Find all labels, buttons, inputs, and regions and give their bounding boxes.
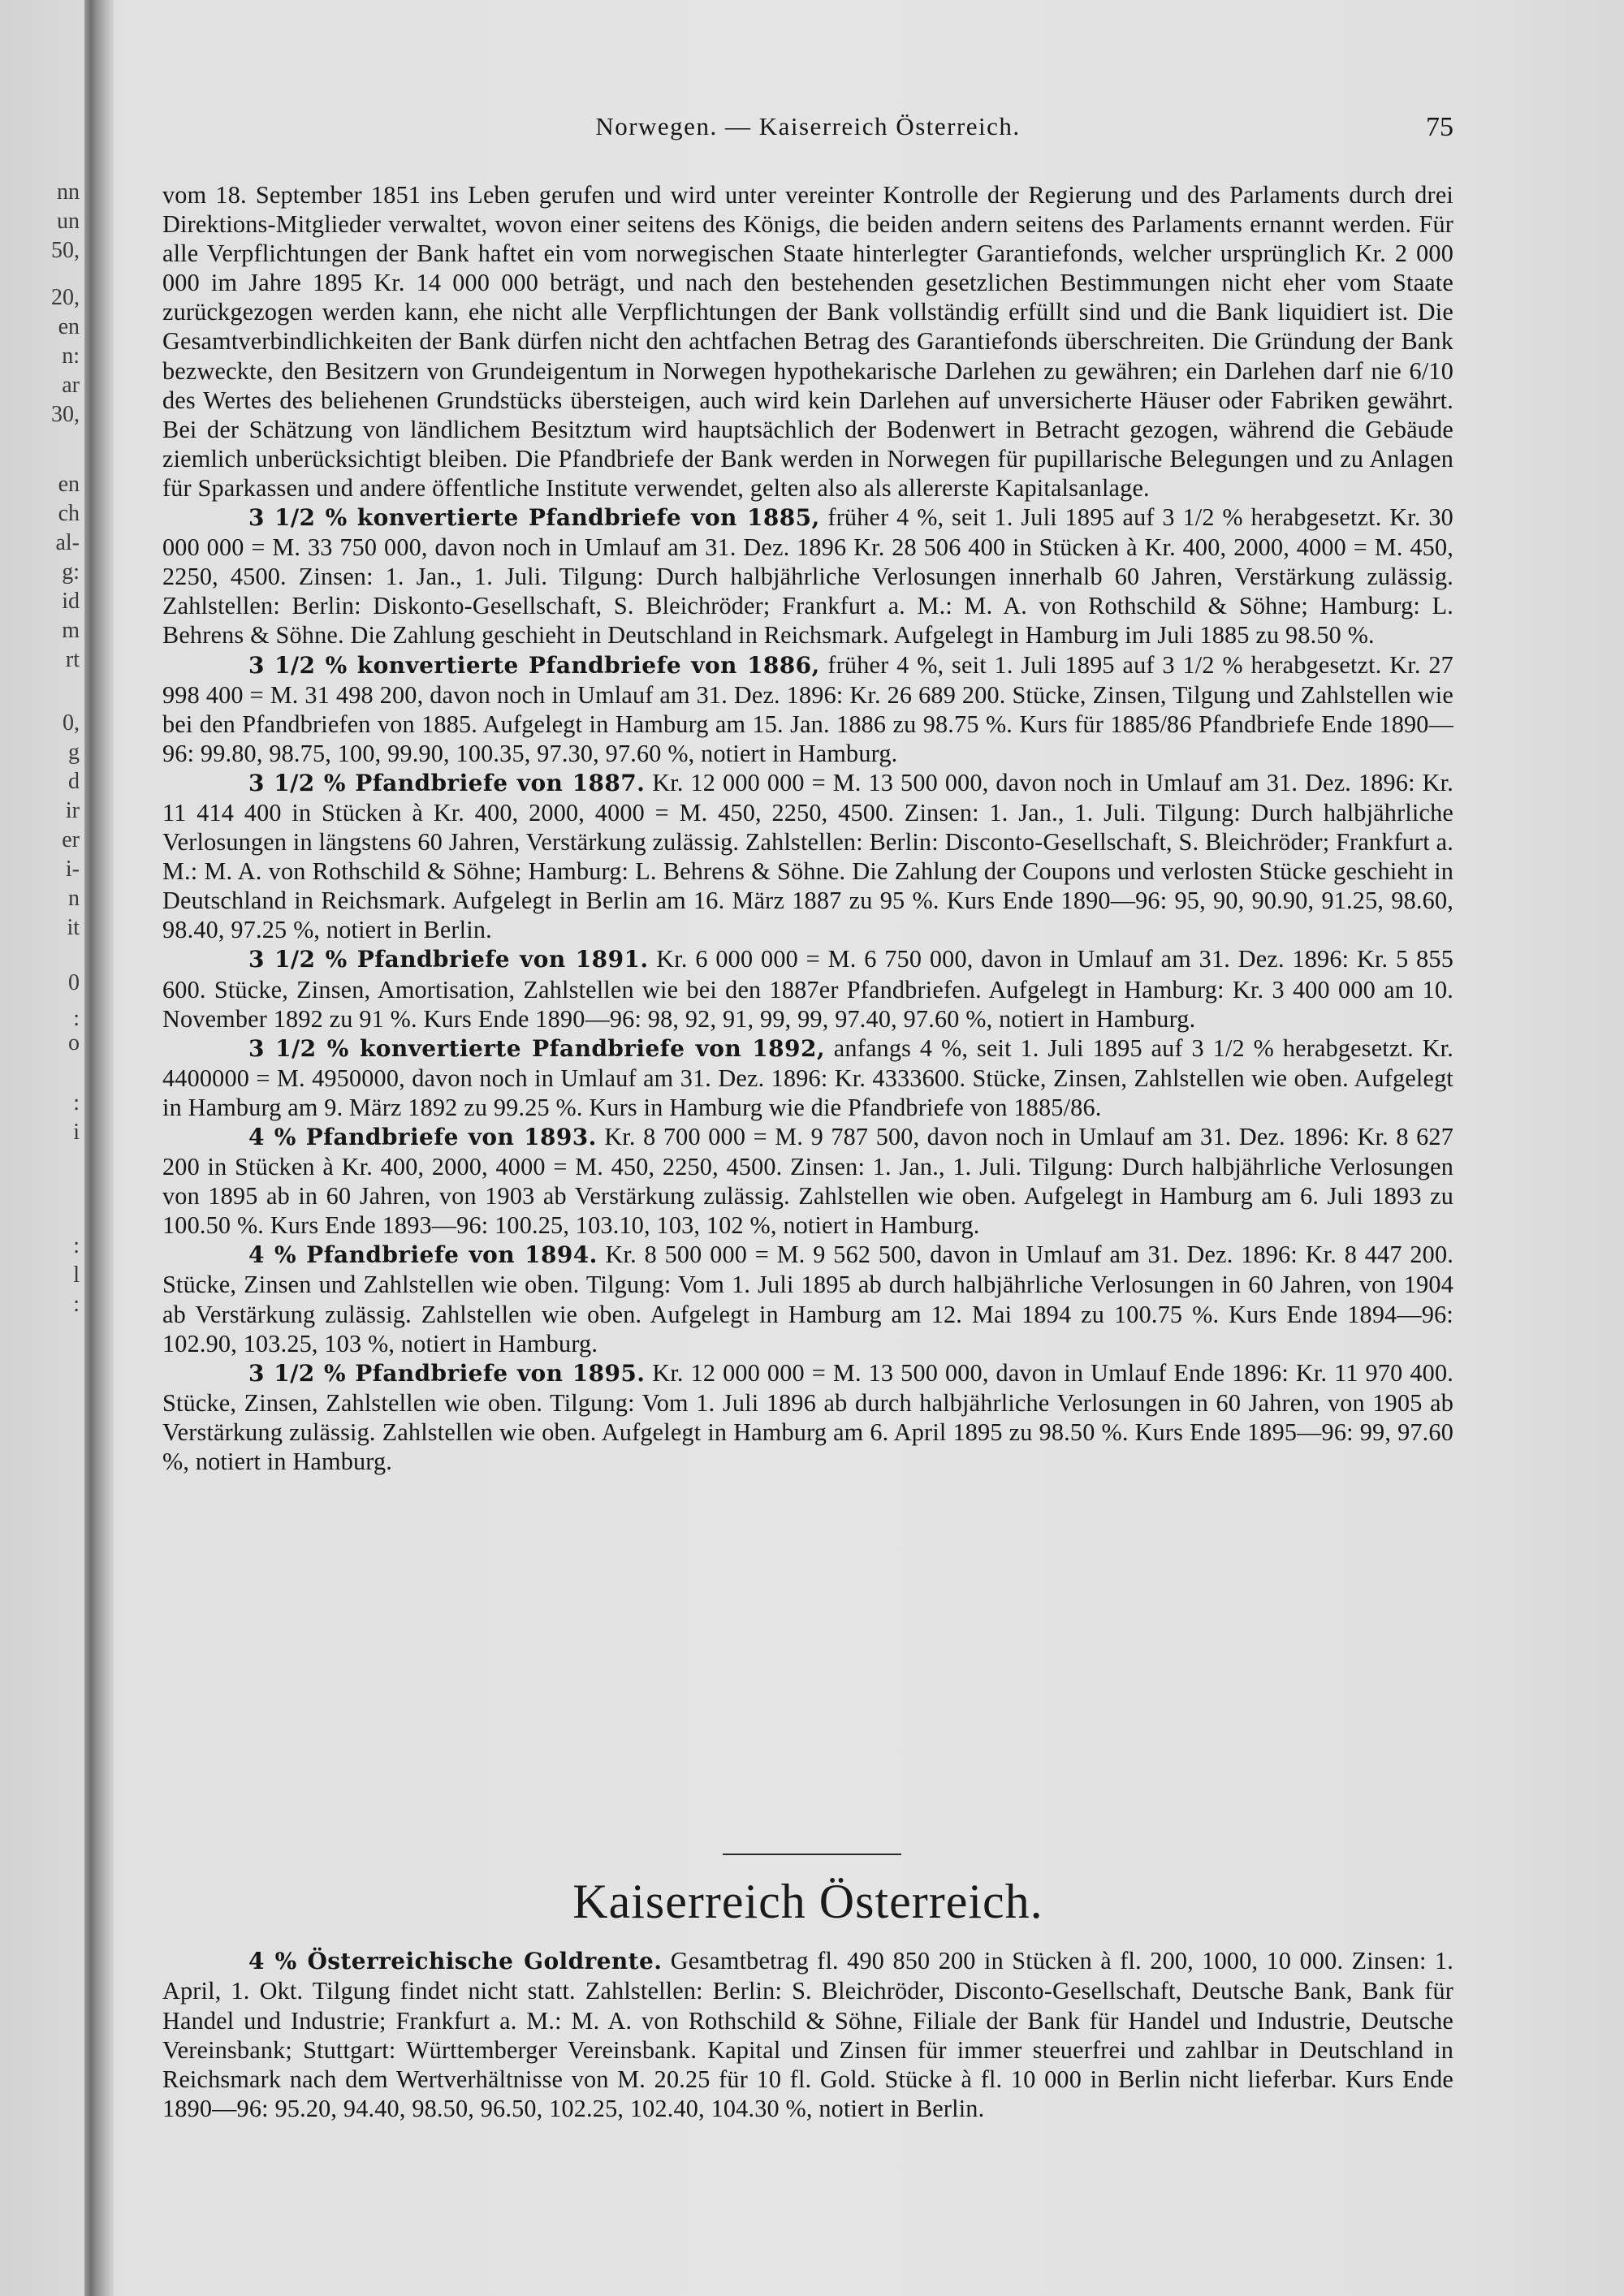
margin-fragment: i-	[65, 857, 80, 882]
entry-1894	[162, 1240, 1453, 1357]
entry-text: Kr. 12 000 000 = M. 13 500 000, davon in Umlauf Ende 1896: Kr. 11 970 400. Stücke, Zinsen, Zahlstellen wie oben. Tilgung: Vom 1. Juli 1896 ab durch halbjährliche Verlosungen in 60 Jahren, von 1905 ab Verstärkung zulässig. Zahlstellen wie oben. Aufgelegt in Hamburg am 6. April 1895 zu 98.50 %. Kurs Ende 1895—96: 99, 97.60 %, notiert in Hamburg.	[162, 1358, 1454, 1476]
book-spine	[84, 0, 114, 2296]
page-header	[162, 112, 1453, 148]
margin-fragment: l	[73, 1262, 80, 1288]
margin-fragment: er	[62, 827, 80, 852]
margin-fragment: m	[62, 618, 80, 643]
entry-1886	[162, 650, 1453, 768]
entry-title: 3 1/2 % konvertierte Pfandbriefe von 1886,	[248, 651, 820, 679]
margin-fragment: nn	[57, 179, 80, 205]
entry-text: früher 4 %, seit 1. Juli 1895 auf 3 1/2 % herabgesetzt. Kr. 30 000 000 = M. 33 750 000, davon noch in Umlauf am 31. Dez. 1896 Kr. 28 506 400 in Stücken à Kr. 400, 2000, 4000 = M. 450, 2250, 4500. Zinsen: 1. Jan., 1. Juli. Tilgung: Durch halbjährliche Verlosungen innerhalb 60 Jahren, Verstärkung zulässig. Zahlstellen: Berlin: Diskonto-Gesellschaft, S. Bleichröder; Frankfurt a. M.: M. A. von Rothschild & Söhne; Hamburg: L. Behrens & Söhne. Die Zahlung geschieht in Deutschland in Reichsmark. Aufgelegt in Hamburg im Juli 1885 zu 98.50 %.	[162, 503, 1453, 650]
margin-fragment: 30,	[51, 402, 80, 427]
entry-text: Kr. 8 700 000 = M. 9 787 500, davon noch in Umlauf am 31. Dez. 1896: Kr. 8 627 200 in Stücken à Kr. 400, 2000, 4000 = M. 450, 2250, 4500. Zinsen: 1. Jan., 1. Juli. Tilgung: Durch halbjährliche Verlosungen von 1895 ab in 60 Jahren, von 1903 ab Verstärkung zulässig. Zahlstellen wie oben. Aufgelegt in Hamburg am 6. Juli 1893 zu 100.50 %. Kurs Ende 1893—96: 100.25, 103.10, 103, 102 %, notiert in Hamburg.	[162, 1123, 1453, 1240]
entry-title: 3 1/2 % Pfandbriefe von 1887.	[248, 769, 646, 796]
section-heading: Kaiserreich Österreich.	[572, 1875, 1043, 1928]
paragraph-text: vom 18. September 1851 ins Leben gerufen und wird unter vereinter Kontrolle der Regierung und des Parlaments durch drei Direktions-Mitglieder verwaltet, wovon einer seitens des Königs, die beiden andern seitens des Parlaments ernannt werden. Für alle Verpflichtungen der Bank haftet ein vom norwegischen Staate hinterlegter Garantiefonds, welcher ursprünglich Kr. 2 000 000 im Jahre 1895 Kr. 14 000 000 beträgt, und nach den bestehenden gesetzlichen Bestimmungen nicht eher vom Staate zurückgezogen werden kann, ehe nicht alle Verpflichtungen der Bank vollständig erfüllt sind und die Bank liquidiert ist. Die Gesamtverbindlichkeiten der Bank dürfen nicht den achtfachen Betrag des Garantiefonds überschreiten. Die Gründung der Bank bezweckte, den Besitzern von Grundeigentum in Norwegen hypothekarische Darlehen zu gewähren; ein Darlehen darf nie 6/10 des Wertes des beliehenen Grundstücks übersteigen, auch wird kein Darlehen auf unversicherte Häuser oder Fabriken gewährt. Bei der Schätzung von ländlichem Besitztum wird hauptsächlich der Bodenwert in Betracht gezogen, während die Gebäude ziemlich unberücksichtigt bleiben. Die Pfandbriefe der Bank werden in Norwegen für pupillarische Belegungen und zu Anlagen für Sparkassen und andere öffentliche Institute verwendet, gelten also als allererste Kapitalsanlage.	[162, 181, 1453, 502]
margin-fragment: g	[68, 740, 80, 765]
entry-1895	[162, 1358, 1453, 1476]
margin-fragment: i	[73, 1120, 80, 1145]
entry-title: 4 % Pfandbriefe von 1893.	[248, 1124, 597, 1150]
body-text	[162, 180, 1453, 1476]
running-title: Norwegen. — Kaiserreich Österreich.	[595, 112, 1021, 140]
page-number: 75	[1426, 112, 1453, 142]
margin-fragment: 50,	[51, 238, 80, 263]
margin-fragment: al-	[55, 530, 80, 555]
entry-1891	[162, 944, 1453, 1033]
entry-title: 3 1/2 % konvertierte Pfandbriefe von 1885,	[248, 504, 820, 532]
entry-title: 3 1/2 % Pfandbriefe von 1891.	[248, 946, 649, 973]
margin-fragment: ar	[62, 373, 80, 398]
margin-fragment: 0	[68, 970, 80, 995]
margin-fragment: o	[68, 1030, 80, 1055]
margin-fragment: ch	[58, 501, 80, 526]
margin-fragment: it	[67, 915, 80, 940]
entry-text: Kr. 8 500 000 = M. 9 562 500, davon in Umlauf am 31. Dez. 1896: Kr. 8 447 200. Stücke, Zinsen und Zahlstellen wie oben. Tilgung: Vom 1. Juli 1895 ab durch halbjährliche Verlosungen in 60 Jahren, von 1904 ab Verstärkung zulässig. Zahlstellen wie oben. Aufgelegt in Hamburg am 12. Mai 1894 zu 100.75 %. Kurs Ende 1894—96: 102.90, 103.25, 103 %, notiert in Hamburg.	[162, 1241, 1453, 1357]
entry-text: Kr. 12 000 000 = M. 13 500 000, davon noch in Umlauf am 31. Dez. 1896: Kr. 11 414 400 in Stücken à Kr. 400, 2000, 4000 = M. 450, 2250, 4500. Zinsen: 1. Jan., 1. Juli. Tilgung: Durch halbjährliche Verlosungen in längstens 60 Jahren, Verstärkung zulässig. Zahlstellen: Berlin: Disconto-Gesellschaft, S. Bleichröder; Frankfurt a. M.: M. A. von Rothschild & Söhne; Hamburg: L. Behrens & Söhne. Die Zahlung der Coupons und verlosten Stücke geschieht in Deutschland in Reichsmark. Aufgelegt in Berlin am 16. März 1887 zu 95 %. Kurs Ende 1890—96: 95, 90, 90.90, 91.25, 98.60, 98.40, 97.25 %, notiert in Berlin.	[162, 768, 1453, 944]
entry-title: 3 1/2 % Pfandbriefe von 1895.	[248, 1359, 646, 1387]
entry-text: Gesamtbetrag fl. 490 850 200 in Stücken à fl. 200, 1000, 10 000. Zinsen: 1. April, 1. Okt. Tilgung findet nicht statt. Zahlstellen: Berlin: S. Bleichröder, Disconto-Gesellschaft, Deutsche Bank, Bank für Handel und Industrie; Frankfurt a. M.: M. A. von Rothschild & Söhne, Filiale der Bank für Handel und Industrie, Deutsche Vereinsbank; Stuttgart: Württemberger Vereinsbank. Kapital und Zinsen für immer steuerfrei und zahlbar in Deutschland in Reichsmark nach dem Wertverhältnisse von M. 20.25 für 10 fl. Gold. Stücke à fl. 10 000 in Berlin nicht lieferbar. Kurs Ende 1890—96: 95.20, 94.40, 98.50, 96.50, 102.25, 102.40, 104.30 %, notiert in Berlin.	[162, 1947, 1453, 2123]
margin-fragment: n:	[62, 343, 80, 369]
margin-fragment: d	[68, 769, 80, 794]
paragraph-intro	[162, 180, 1453, 503]
margin-fragment: 0,	[63, 710, 80, 736]
entry-title: 4 % Pfandbriefe von 1894.	[248, 1241, 598, 1269]
margin-fragment: 20,	[51, 285, 80, 310]
entry-1893	[162, 1122, 1453, 1240]
entry-title: 3 1/2 % konvertierte Pfandbriefe von 1892,	[248, 1034, 825, 1062]
margin-fragment: :	[73, 1090, 80, 1116]
adjacent-page-edge	[0, 0, 84, 2296]
margin-fragment: :	[73, 1233, 80, 1258]
entry-1892	[162, 1034, 1453, 1122]
margin-fragment: rt	[65, 647, 80, 672]
entry-text: Kr. 6 000 000 = M. 6 750 000, davon in Umlauf am 31. Dez. 1896: Kr. 5 855 600. Stücke, Zinsen, Amortisation, Zahlstellen wie bei den 1887er Pfandbriefen. Aufgelegt in Hamburg: Kr. 3 400 000 am 10. November 1892 zu 91 %. Kurs Ende 1890—96: 98, 92, 91, 99, 99, 97.40, 97.60 %, notiert in Hamburg.	[162, 945, 1454, 1033]
entry-goldrente	[162, 1946, 1453, 2124]
margin-fragment: :	[73, 1292, 80, 1317]
margin-fragment: g:	[62, 559, 80, 585]
margin-fragment: n	[68, 886, 80, 911]
entry-text: anfangs 4 %, seit 1. Juli 1895 auf 3 1/2 % herabgesetzt. Kr. 4400000 = M. 4950000, davon noch in Umlauf am 31. Dez. 1896: Kr. 4333600. Stücke, Zinsen, Zahlstellen wie oben. Aufgelegt in Hamburg am 9. März 1892 zu 99.25 %. Kurs in Hamburg wie die Pfandbriefe von 1885/86.	[162, 1034, 1453, 1121]
margin-fragment: id	[62, 589, 80, 614]
margin-fragment: en	[58, 314, 80, 339]
entry-title: 4 % Österreichische Goldrente.	[248, 1948, 663, 1974]
entry-1887	[162, 768, 1453, 945]
entry-text: früher 4 %, seit 1. Juli 1895 auf 3 1/2 % herabgesetzt. Kr. 27 998 400 = M. 31 498 200, davon noch in Umlauf am 31. Dez. 1896: Kr. 26 689 200. Stücke, Zinsen, Tilgung und Zahlstellen wie bei den Pfandbriefen von 1885. Aufgelegt in Hamburg am 15. Jan. 1886 zu 98.75 %. Kurs für 1885/86 Pfandbriefe Ende 1890—96: 99.80, 98.75, 100, 99.90, 100.35, 97.30, 97.60 %, notiert in Hamburg.	[162, 650, 1453, 767]
margin-fragment: un	[57, 209, 80, 234]
margin-fragment: ir	[65, 798, 80, 823]
section-text	[162, 1946, 1453, 2124]
entry-1885	[162, 503, 1453, 650]
margin-fragment: en	[58, 472, 80, 497]
section-divider	[723, 1854, 901, 1855]
margin-fragment: :	[73, 1006, 80, 1031]
